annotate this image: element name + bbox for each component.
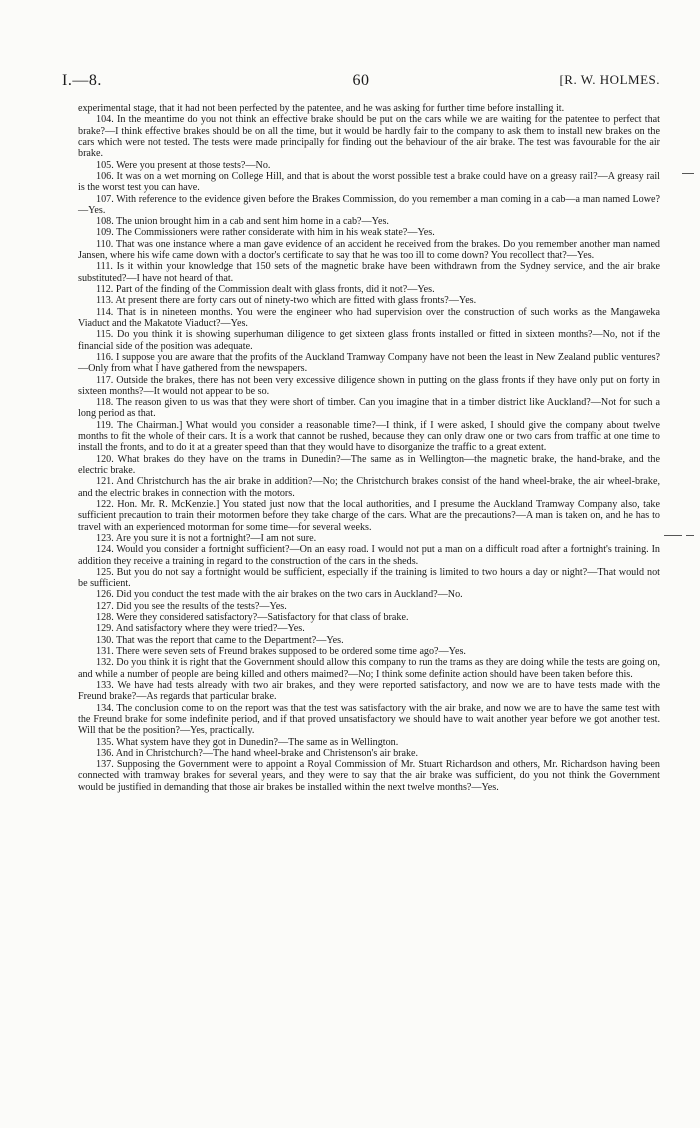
paragraph: 115. Do you think it is showing superhuman diligence to get sixteen glass fronts installed or fitted in sixteen months?—No, not if the financial side of the position was adequate. <box>78 329 660 352</box>
paragraph: 111. Is it within your knowledge that 150 sets of the magnetic brake have been withdrawn from the Sydney service, and the air brake substituted?—I have not heard of that. <box>78 261 660 284</box>
paragraph: 110. That was one instance where a man gave evidence of an accident he received from the brakes. Do you remember another man named Jansen, where his wife came down with a doctor's certificate to say that he was too ill to come down? You recollect that?—Yes. <box>78 238 660 262</box>
margin-mark <box>682 173 694 174</box>
paragraph: 127. Did you see the results of the tests?—Yes. <box>96 600 287 612</box>
paragraph: 124. Would you consider a fortnight sufficient?—On an easy road. I would not put a man on a difficult road after a fortnight's training. In addition they receive a training in regard to the construction of the cars in the sheds. <box>78 544 660 567</box>
paragraph: 122. Hon. Mr. R. McKenzie.] You stated just now that the local authorities, and I presume the Auckland Tramway Company also, take sufficient precaution to train their motormen before they take charge of the cars. What are the precautions?—A man is taken on, and he has to travel with an experienced motorman for some time—for several weeks. <box>78 498 660 533</box>
paragraph: 133. We have had tests already with two air brakes, and they were reported satisfactory, and now we are to have tests made with the Freund brake?—As regards that particular brake. <box>78 679 660 703</box>
paragraph: 136. And in Christchurch?—The hand wheel-brake and Christenson's air brake. <box>96 747 419 759</box>
paragraph: 112. Part of the finding of the Commission dealt with glass fronts, did it not?—Yes. <box>96 284 435 295</box>
paragraph: 119. The Chairman.] What would you consider a reasonable time?—I think, if I were asked, I should give the company about twelve months to fit the whole of their cars. It is a work that cannot be rushed, because they can only draw one or two cars from traffic at one time to install the fronts, and to do it at a greater speed than that they would have to disorganize the traffic to a great extent. <box>78 419 660 454</box>
paragraph: 104. In the meantime do you not think an effective brake should be put on the cars while we are waiting for the patentee to perfect that brake?—I think effective brakes should be on all the time, but it would be hardly fair to the company to ask them to install new brakes on the cars which were not tested. The tests were made principally for finding out the behaviour of the air brake. The test was favourable for the air brake. <box>78 114 660 160</box>
page-number: 60 <box>352 72 370 89</box>
paragraph: 118. The reason given to us was that they were short of timber. Can you imagine that in a timber district like Auckland?—Not for such a long period as that. <box>78 397 660 420</box>
paragraph: 113. At present there are forty cars out of ninety-two which are fitted with glass fronts?—Yes. <box>96 295 477 307</box>
page-header <box>62 72 660 94</box>
paragraph: 106. It was on a wet morning on College Hill, and that is about the worst possible test a brake could have on a greasy rail?—A greasy rail is the worst test you can have. <box>78 170 660 194</box>
paragraph: 132. Do you think it is right that the Government should allow this company to run the trams as they are doing while the tests are going on, and while a number of people are being killed and others maimed?—No; I think some definite action should have been taken before this. <box>78 657 660 680</box>
evidence-text <box>78 103 660 793</box>
margin-mark <box>664 535 682 536</box>
paragraph: 116. I suppose you are aware that the profits of the Auckland Tramway Company have not been the least in New Zealand public ventures?—Only from what I have gathered from the newspapers. <box>78 351 660 375</box>
paragraph: 128. Were they considered satisfactory?—Satisfactory for that class of brake. <box>96 612 409 624</box>
paragraph: 120. What brakes do they have on the trams in Dunedin?—The same as in Wellington—the magnetic brake, the hand-brake, and the electric brake. <box>78 453 660 476</box>
paragraph: 117. Outside the brakes, there has not been very excessive diligence shown in putting on the glass fronts if they have only put on forty in sixteen months?—It would not appear to be so. <box>78 374 660 397</box>
paragraph: 126. Did you conduct the test made with the air brakes on the two cars in Auckland?—No. <box>96 589 463 601</box>
paragraph: 134. The conclusion come to on the report was that the test was satisfactory with the air brake, and now we are to have the same test with the Freund brake for some indefinite period, and if that proved unsatisfactory we should have to wait another year before we got another test. Will that be the position?—Yes, practically. <box>78 702 660 737</box>
paragraph: 107. With reference to the evidence given before the Brakes Commission, do you remember a man coming in a cab—a man named Lowe?—Yes. <box>78 193 660 216</box>
paragraph: 109. The Commissioners were rather considerate with him in his weak state?—Yes. <box>96 227 435 239</box>
paragraph: 108. The union brought him in a cab and sent him home in a cab?—Yes. <box>96 216 389 228</box>
paragraph: 135. What system have they got in Dunedin?—The same as in Wellington. <box>96 736 399 748</box>
paragraph: 123. Are you sure it is not a fortnight?—I am not sure. <box>96 532 317 544</box>
paragraph: 114. That is in nineteen months. You were the engineer who had supervision over the construction of such works as the Mangaweka Viaduct and the Makatote Viaduct?—Yes. <box>78 306 660 329</box>
paragraph: 131. There were seven sets of Freund brakes supposed to be ordered some time ago?—Yes. <box>96 646 466 657</box>
paragraph: 130. That was the report that came to the Department?—Yes. <box>96 634 344 646</box>
paragraph: 137. Supposing the Government were to appoint a Royal Commission of Mr. Stuart Richardson and others, Mr. Richardson having been connected with tramway brakes for several years, and they were to say that the air brake was sufficient, do you not think the Government would be justified in demanding that those air brakes be installed within the next twelve months?—Yes. <box>78 759 660 793</box>
paragraph: experimental stage, that it had not been perfected by the patentee, and he was asking for further time before installing it. <box>78 103 565 114</box>
page-id: I.—8. <box>62 72 102 89</box>
paragraph: 121. And Christchurch has the air brake in addition?—No; the Christchurch brakes consist of the hand wheel-brake, the air wheel-brake, and the electric brakes in connection with the motors. <box>78 476 660 499</box>
margin-mark <box>686 535 694 536</box>
paragraph: 129. And satisfactory where they were tried?—Yes. <box>96 623 305 635</box>
witness-name: [R. W. HOLMES. <box>559 72 660 87</box>
paragraph: 105. Were you present at those tests?—No. <box>96 159 271 171</box>
paragraph: 125. But you do not say a fortnight would be sufficient, especially if the training is limited to two hours a day or night?—That would not be sufficient. <box>78 566 660 590</box>
